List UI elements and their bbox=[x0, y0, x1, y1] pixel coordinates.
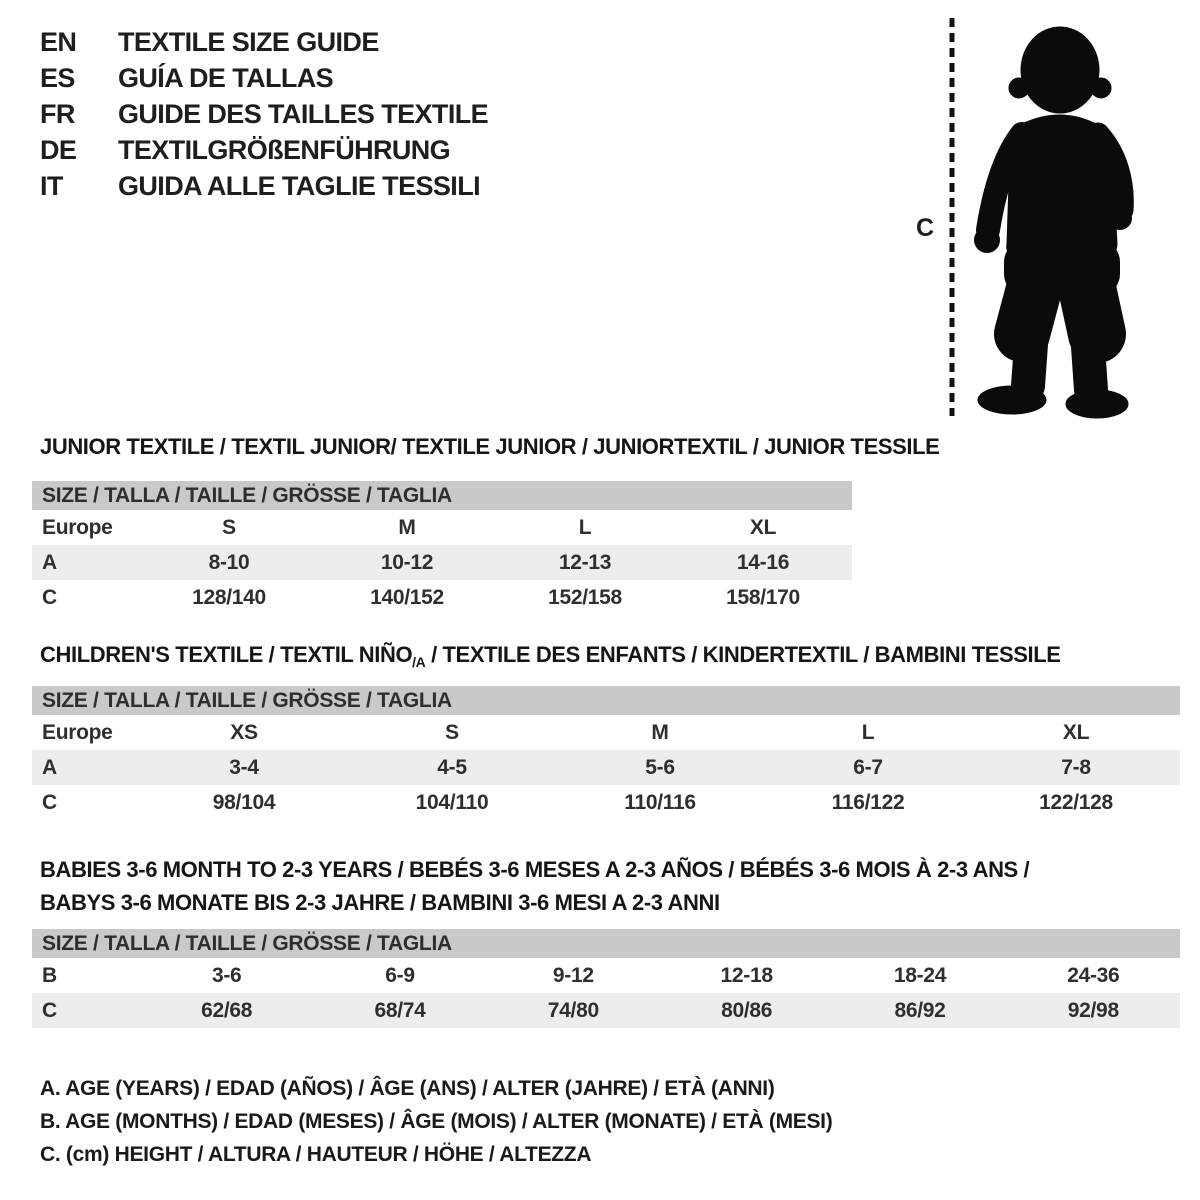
size-value-cell: 98/104 bbox=[212, 790, 276, 814]
size-value-cell: 152/158 bbox=[548, 585, 622, 609]
language-row bbox=[40, 60, 488, 96]
row-label: C bbox=[42, 790, 57, 814]
row-label: A bbox=[42, 550, 57, 574]
size-value-cell: 7-8 bbox=[1061, 755, 1091, 779]
size-value-cell: 3-6 bbox=[211, 963, 242, 987]
language-code: IT bbox=[40, 170, 63, 201]
size-value-cell: 122/128 bbox=[1039, 790, 1113, 814]
size-value-cell: 128/140 bbox=[192, 585, 266, 609]
size-value-cell: 24-36 bbox=[1067, 963, 1120, 987]
row-label: C bbox=[42, 998, 57, 1022]
junior-section-title: JUNIOR TEXTILE / TEXTIL JUNIOR/ TEXTILE JUNIOR / JUNIORTEXTIL / JUNIOR TESSILE bbox=[40, 434, 940, 459]
size-header-bar: SIZE / TALLA / TAILLE / GRÖSSE / TAGLIA bbox=[32, 481, 852, 510]
table-row bbox=[32, 785, 1180, 820]
table-row bbox=[32, 750, 1180, 785]
size-value-cell: S bbox=[222, 515, 236, 539]
language-code: FR bbox=[40, 98, 75, 129]
toddler-silhouette bbox=[974, 27, 1132, 418]
table-row bbox=[32, 993, 1180, 1028]
language-row bbox=[40, 132, 488, 168]
size-value-cell: 116/122 bbox=[831, 790, 905, 814]
legend-line: C. (cm) HEIGHT / ALTURA / HAUTEUR / HÖHE / ALTEZZA bbox=[40, 1143, 592, 1166]
table-row bbox=[32, 510, 852, 545]
size-value-cell: 5-6 bbox=[645, 755, 675, 779]
table-row bbox=[32, 580, 852, 615]
size-value-cell: 12-13 bbox=[558, 550, 612, 574]
table-row bbox=[32, 545, 852, 580]
babies-title-line2: BABYS 3-6 MONATE BIS 2-3 JAHRE / BAMBINI 3-6 MESI A 2-3 ANNI bbox=[40, 890, 720, 915]
size-value-cell: 104/110 bbox=[415, 790, 489, 814]
size-value-cell: 8-10 bbox=[208, 550, 250, 574]
row-label: B bbox=[42, 963, 57, 987]
language-row bbox=[40, 24, 488, 60]
toddler-silhouette-icon bbox=[898, 8, 1153, 426]
size-value-cell: 92/98 bbox=[1067, 998, 1119, 1022]
size-value-cell: 3-4 bbox=[229, 755, 259, 779]
size-value-cell: 12-18 bbox=[720, 963, 773, 987]
size-value-cell: XL bbox=[749, 515, 777, 539]
size-value-cell: L bbox=[861, 720, 875, 744]
children-size-table bbox=[32, 686, 1180, 820]
legend-line: B. AGE (MONTHS) / EDAD (MESES) / ÂGE (MOIS) / ALTER (MONATE) / ETÀ (MESI) bbox=[40, 1110, 833, 1133]
size-value-cell: 6-9 bbox=[385, 963, 415, 987]
row-label: Europe bbox=[42, 515, 113, 539]
babies-size-table bbox=[32, 929, 1180, 1028]
guide-title: TEXTILGRÖßENFÜHRUNG bbox=[118, 134, 451, 165]
size-value-cell: 80/86 bbox=[721, 998, 773, 1022]
size-value-cell: S bbox=[445, 720, 459, 744]
size-value-cell: 86/92 bbox=[894, 998, 946, 1022]
size-value-cell: 62/68 bbox=[201, 998, 253, 1022]
row-label: A bbox=[42, 755, 57, 779]
size-value-cell: 18-24 bbox=[893, 963, 947, 987]
size-value-cell: L bbox=[578, 515, 592, 539]
table-row bbox=[32, 958, 1180, 993]
measure-legend bbox=[40, 1072, 832, 1171]
size-value-cell: 74/80 bbox=[547, 998, 599, 1022]
size-value-cell: XS bbox=[230, 720, 258, 744]
size-header-bar: SIZE / TALLA / TAILLE / GRÖSSE / TAGLIA bbox=[32, 686, 1180, 715]
language-row bbox=[40, 96, 488, 132]
guide-title: GUIDA ALLE TAGLIE TESSILI bbox=[118, 170, 480, 201]
babies-title-line1: BABIES 3-6 MONTH TO 2-3 YEARS / BEBÉS 3-6 MESES A 2-3 AÑOS / BÉBÉS 3-6 MOIS À 2-3 ANS / bbox=[40, 857, 1030, 882]
size-value-cell: 110/116 bbox=[624, 790, 696, 814]
guide-title: GUÍA DE TALLAS bbox=[118, 62, 334, 93]
language-row bbox=[40, 168, 488, 204]
language-code: ES bbox=[40, 62, 75, 93]
size-header-bar: SIZE / TALLA / TAILLE / GRÖSSE / TAGLIA bbox=[32, 929, 1180, 958]
language-title-list bbox=[40, 24, 488, 204]
size-value-cell: XL bbox=[1062, 720, 1090, 744]
children-title-text: CHILDREN'S TEXTILE / TEXTIL NIÑO bbox=[40, 642, 413, 667]
children-section-title bbox=[40, 642, 1061, 670]
size-value-cell: 158/170 bbox=[726, 585, 800, 609]
children-title-text-rest: / TEXTILE DES ENFANTS / KINDERTEXTIL / BAMBINI TESSILE bbox=[425, 642, 1061, 667]
language-code: DE bbox=[40, 134, 77, 165]
language-code: EN bbox=[40, 26, 77, 57]
height-c-label: C bbox=[916, 214, 934, 242]
junior-size-table bbox=[32, 481, 852, 615]
size-value-cell: M bbox=[651, 720, 669, 744]
children-title-subscript: /A bbox=[412, 654, 426, 670]
height-figure bbox=[898, 8, 1153, 426]
size-value-cell: 140/152 bbox=[370, 585, 444, 609]
size-value-cell: 4-5 bbox=[437, 755, 467, 779]
size-value-cell: 68/74 bbox=[374, 998, 426, 1022]
row-label: C bbox=[42, 585, 57, 609]
size-value-cell: 6-7 bbox=[853, 755, 883, 779]
babies-section-title bbox=[40, 853, 1029, 919]
table-row bbox=[32, 715, 1180, 750]
guide-title: GUIDE DES TAILLES TEXTILE bbox=[118, 98, 489, 129]
row-label: Europe bbox=[42, 720, 113, 744]
size-value-cell: 9-12 bbox=[552, 963, 594, 987]
size-value-cell: 10-12 bbox=[380, 550, 434, 574]
size-value-cell: M bbox=[398, 515, 416, 539]
size-value-cell: 14-16 bbox=[736, 550, 790, 574]
guide-title: TEXTILE SIZE GUIDE bbox=[118, 26, 379, 57]
legend-line: A. AGE (YEARS) / EDAD (AÑOS) / ÂGE (ANS) / ALTER (JAHRE) / ETÀ (ANNI) bbox=[40, 1077, 775, 1100]
